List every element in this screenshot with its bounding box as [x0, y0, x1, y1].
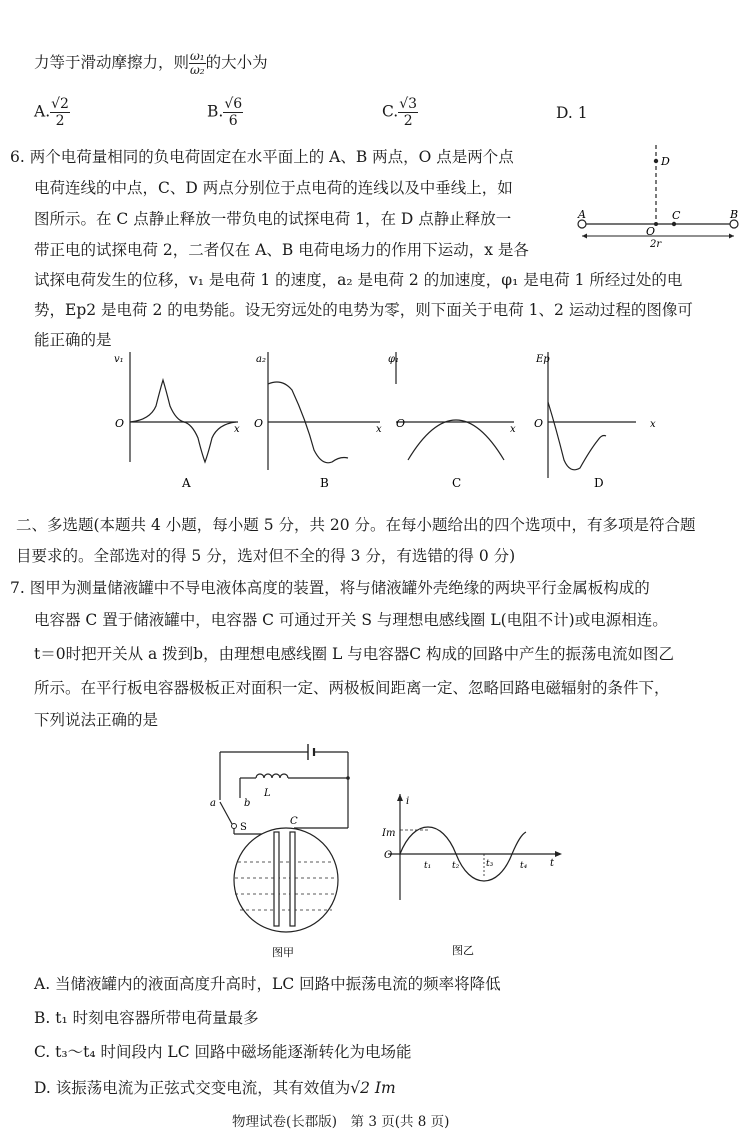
q6-line-4: 带正电的试探电荷 2，二者仅在 A、B 电荷电场力的作用下运动，x 是各 [34, 241, 529, 259]
switch-blade [220, 802, 232, 824]
label-t3: t₃ [486, 859, 494, 869]
caption: 图乙 [452, 944, 474, 957]
q7-option-d [34, 1076, 396, 1098]
point-c [672, 222, 676, 226]
frac-num: √3 [399, 96, 418, 112]
option-value: 1 [577, 104, 588, 122]
caption: A [182, 476, 191, 490]
q5-frac-num: ω₁ [190, 49, 205, 63]
q5-tail [34, 50, 268, 77]
charge-b [730, 220, 738, 228]
label-a: a [210, 798, 216, 809]
q7-option-d-math: √2 Im [350, 1079, 396, 1097]
label-o: O [384, 850, 393, 861]
q7-line-4: 所示。在平行板电容器极板正对面积一定、两极板间距离一定、忽略回路电磁辐射的条件下， [34, 679, 670, 697]
x-label: x [650, 419, 656, 430]
caption: B [320, 476, 329, 490]
label-i: i [406, 796, 410, 807]
origin-label: O [534, 417, 544, 430]
q6-line-1: 6. 两个电荷量相同的负电荷固定在水平面上的 A、B 两点，O 点是两个点 [10, 148, 514, 166]
q7-line-1: 7. 图甲为测量储液罐中不导电液体高度的装置，将与储液罐外壳绝缘的两块平行金属板构成的 [10, 579, 650, 597]
frac-den: 2 [55, 113, 65, 129]
label-2r: 2r [650, 239, 662, 250]
option-letter: B. [207, 102, 224, 121]
caption: 图甲 [272, 946, 294, 959]
curve [408, 420, 504, 460]
label-t2: t₂ [452, 861, 460, 871]
point-d [654, 159, 658, 163]
y-label: Ep [536, 354, 550, 365]
tank [234, 828, 338, 932]
x-label: x [510, 424, 516, 435]
section2-header-line1: 二、多选题(本题共 4 小题，每小题 5 分，共 20 分。在每小题给出的四个选项中，有多项是符合题 [16, 516, 696, 534]
q5-option-b [207, 96, 243, 129]
option-frac [398, 96, 418, 129]
q6-line-3: 图所示。在 C 点静止释放一带负电的试探电荷 1，在 D 点静止释放一 [34, 210, 512, 228]
q6-line-7: 能正确的是 [34, 331, 112, 349]
q7-option-a: A. 当储液罐内的液面高度升高时，LC 回路中振荡电流的频率将降低 [34, 975, 501, 993]
q7-figure-a [210, 740, 370, 960]
q6-graph-d [532, 350, 662, 490]
y-label: a₂ [256, 354, 266, 365]
option-letter: C. [382, 102, 399, 121]
charge-a [578, 220, 586, 228]
q5-tail-post: 的大小为 [205, 53, 268, 72]
origin-label: O [254, 417, 264, 430]
q6-graph-a [110, 350, 240, 490]
label-t1: t₁ [424, 861, 432, 871]
frac-den: 6 [228, 113, 238, 129]
label-l: L [264, 788, 271, 799]
q6-line-2: 电荷连线的中点，C、D 两点分别位于点电荷的连线以及中垂线上，如 [34, 179, 513, 197]
t-axis-arrow [555, 851, 562, 857]
y-label: v₁ [114, 354, 124, 365]
origin-label: O [115, 417, 125, 430]
q6-graph-b [252, 350, 382, 490]
q5-option-c [382, 96, 418, 129]
q7-figure-b [380, 790, 570, 957]
q6-graph-c [386, 350, 516, 490]
curve [548, 402, 606, 470]
label-d: D [661, 155, 670, 168]
label-a: A [578, 208, 586, 221]
switch-pivot [232, 824, 237, 829]
capacitor-plate-left [274, 832, 279, 926]
option-letter: D. [556, 104, 573, 122]
curve [130, 380, 236, 462]
label-c: C [672, 209, 681, 222]
label-c: C [290, 816, 298, 827]
q5-fraction [189, 50, 206, 77]
x-label: x [376, 424, 382, 435]
label-t: t [550, 858, 555, 869]
q7-option-c: C. t₃～t₄ 时间段内 LC 回路中磁场能逐渐转化为电场能 [34, 1043, 412, 1061]
frac-num: √6 [224, 96, 243, 112]
q7-line-5: 下列说法正确的是 [34, 711, 159, 729]
caption: D [594, 476, 604, 490]
frac-den: 2 [403, 113, 413, 129]
label-o: O [646, 225, 656, 238]
junction [346, 776, 350, 780]
x-label: x [234, 424, 240, 435]
q5-option-a [34, 96, 70, 129]
q7-option-b: B. t₁ 时刻电容器所带电荷量最多 [34, 1009, 259, 1027]
section2-header-line2: 目要求的。全部选对的得 5 分，选对但不全的得 3 分，有选错的得 0 分) [16, 547, 516, 565]
q6-line-6: 势，Ep2 是电荷 2 的电势能。设无穷远处的电势为零，则下面关于电荷 1、2 运动过程的图像可 [34, 301, 693, 319]
q5-tail-text: 力等于滑动摩擦力，则 [34, 53, 190, 72]
q6-charge-figure [572, 140, 742, 260]
frac-num: √2 [51, 96, 69, 112]
q7-option-d-text: D. 该振荡电流为正弦式交变电流，其有效值为 [34, 1079, 351, 1097]
y-label: φ₁ [388, 354, 400, 365]
option-frac [223, 96, 243, 129]
option-letter: A. [34, 102, 51, 121]
inductor-coil [256, 774, 288, 778]
capacitor-plate-right [290, 832, 295, 926]
q7-line-2: 电容器 C 置于储液罐中，电容器 C 可通过开关 S 与理想电感线圈 L(电阻不计)或电源相连。 [34, 611, 668, 629]
label-b: B [730, 208, 739, 221]
q5-option-d [556, 104, 588, 122]
q5-frac-den: ω₂ [190, 63, 205, 77]
label-t4: t₄ [520, 861, 528, 871]
label-b: b [244, 798, 251, 809]
page-footer: 物理试卷(长郡版) 第 3 页(共 8 页) [232, 1114, 450, 1130]
caption: C [452, 476, 462, 490]
origin-label: O [396, 417, 406, 430]
option-frac [50, 96, 70, 129]
q6-line-5: 试探电荷发生的位移，v₁ 是电荷 1 的速度，a₂ 是电荷 2 的加速度，φ₁ 是电荷 1 所经过处的电 [34, 271, 683, 289]
i-axis-arrow [397, 794, 403, 801]
label-im: Im [382, 828, 396, 839]
label-s: S [240, 822, 247, 833]
q7-line-3: t＝0时把开关从 a 拨到b，由理想电感线圈 L 与电容器C 构成的回路中产生的振荡电流如图乙 [34, 645, 675, 663]
